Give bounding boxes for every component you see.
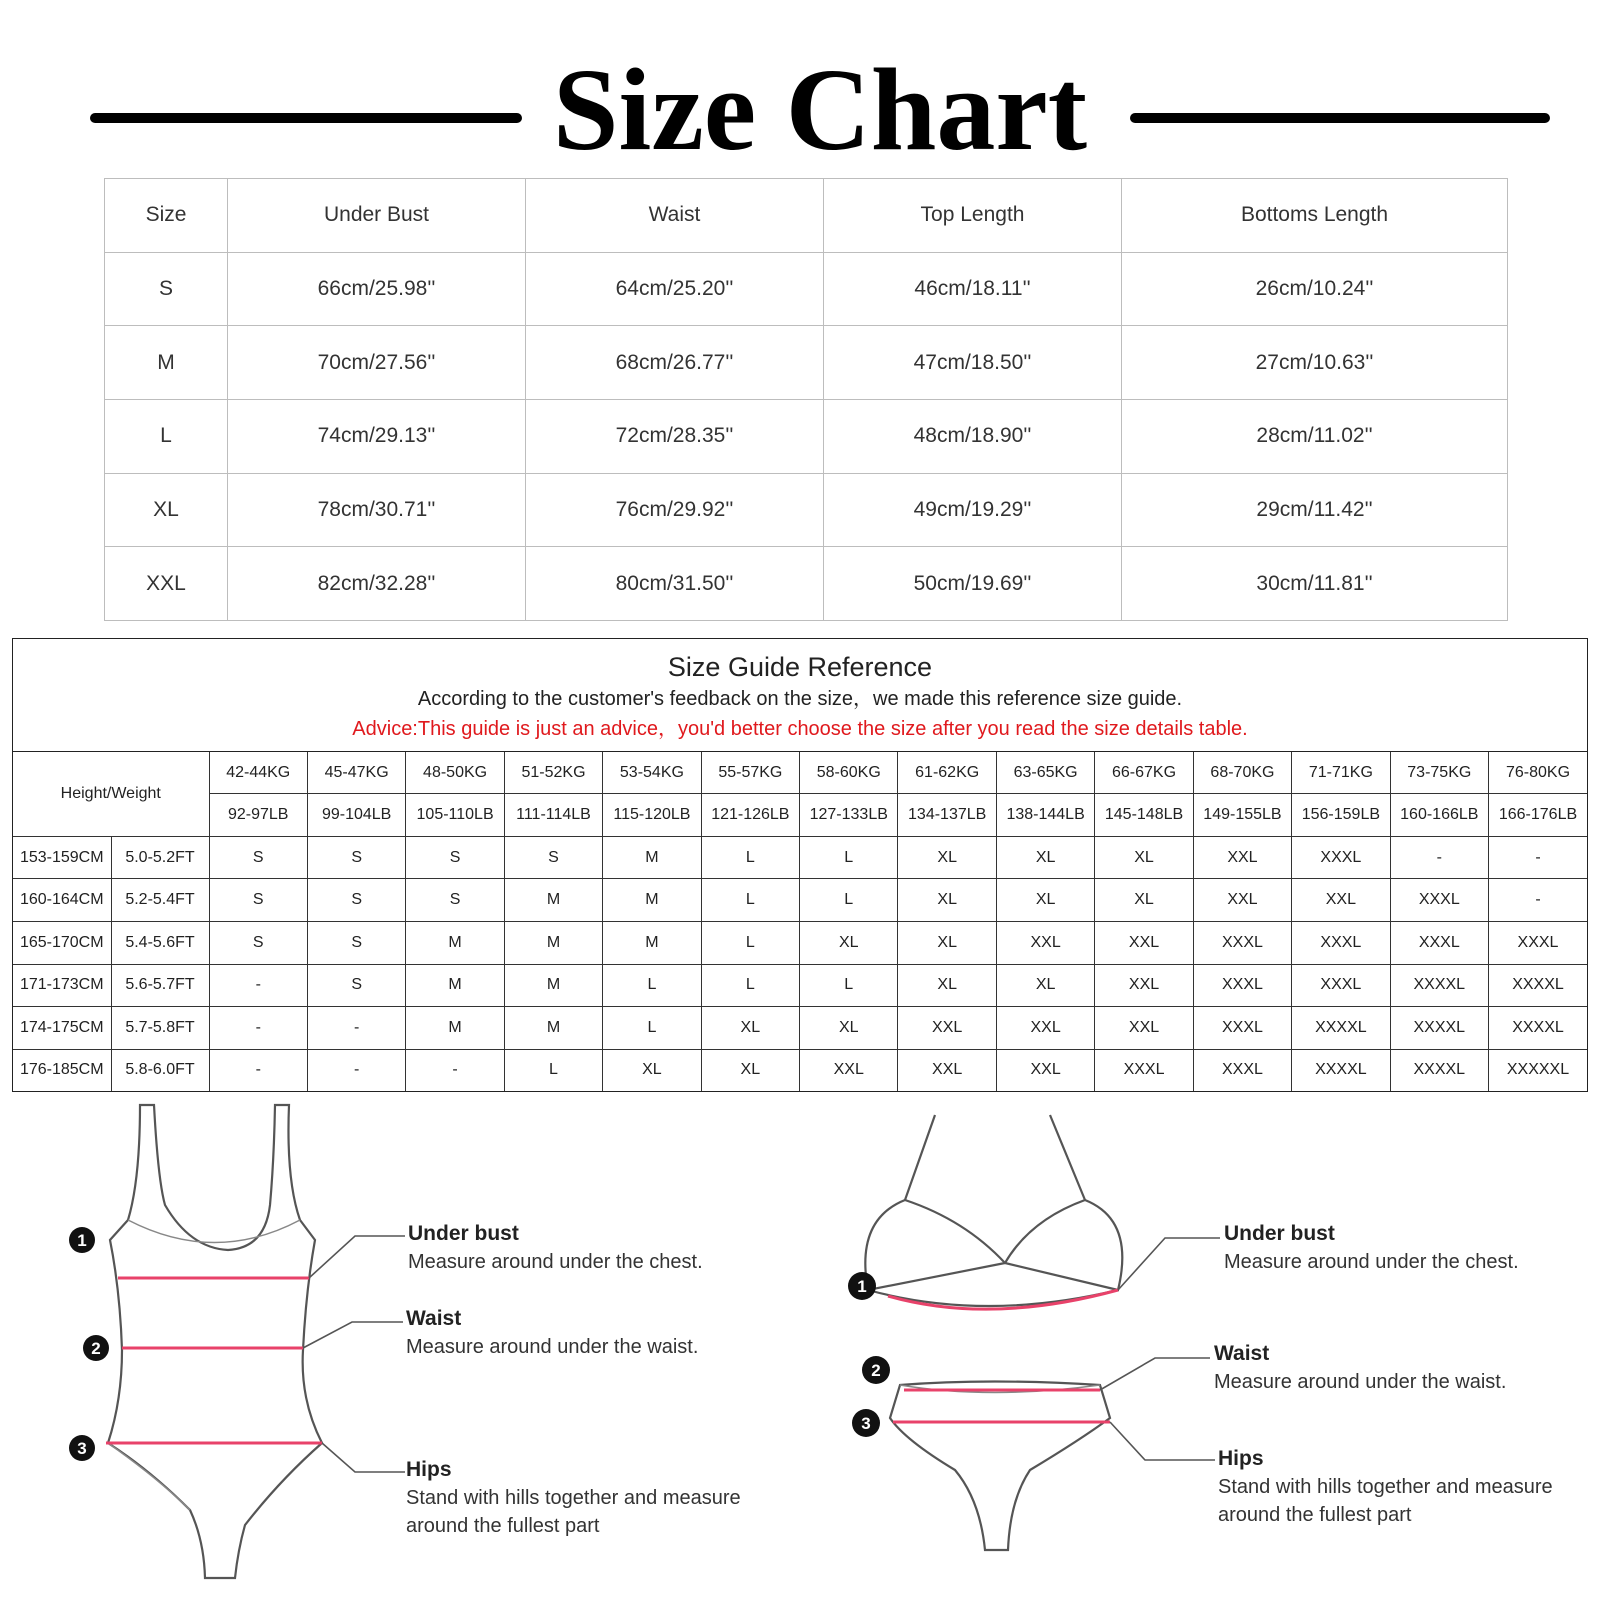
- weight-kg-header: 68-70KG: [1193, 752, 1291, 794]
- size-recommendation-cell: L: [701, 921, 799, 964]
- size-header-under-bust: Under Bust: [228, 179, 526, 253]
- size-recommendation-cell: XL: [996, 879, 1094, 922]
- size-recommendation-cell: XXXXL: [1489, 1007, 1588, 1050]
- size-recommendation-cell: L: [701, 836, 799, 879]
- marker-3-right: 3: [861, 1414, 871, 1433]
- table-cell: 29cm/11.42'': [1122, 473, 1508, 547]
- weight-kg-header: 66-67KG: [1095, 752, 1193, 794]
- height-cm-cell: 171-173CM: [13, 964, 111, 1007]
- size-table-header-row: [105, 179, 1508, 253]
- size-recommendation-cell: M: [406, 1007, 504, 1050]
- table-cell: 48cm/18.90'': [824, 399, 1122, 473]
- marker-2-left: 2: [91, 1339, 101, 1358]
- size-recommendation-cell: M: [406, 921, 504, 964]
- size-recommendation-cell: XXXXL: [1292, 1007, 1390, 1050]
- size-recommendation-cell: XXL: [1095, 964, 1193, 1007]
- size-guide-reference: [12, 638, 1588, 1092]
- annot-desc: Measure around under the waist.: [1214, 1371, 1507, 1393]
- table-cell: 26cm/10.24'': [1122, 252, 1508, 326]
- size-recommendation-cell: XL: [800, 921, 898, 964]
- annot-left-under-bust: [408, 1220, 703, 1276]
- size-recommendation-cell: L: [800, 836, 898, 879]
- guide-row: [13, 1007, 1587, 1050]
- size-recommendation-cell: XXXL: [1193, 921, 1291, 964]
- marker-1-left: 1: [77, 1231, 87, 1250]
- height-cm-cell: 174-175CM: [13, 1007, 111, 1050]
- table-cell: L: [105, 399, 228, 473]
- table-cell: 70cm/27.56'': [228, 326, 526, 400]
- size-recommendation-cell: XXXL: [1095, 1049, 1193, 1091]
- table-row: [105, 252, 1508, 326]
- guide-row: [13, 1049, 1587, 1091]
- size-header-size: Size: [105, 179, 228, 253]
- marker-3-left: 3: [77, 1439, 87, 1458]
- weight-lb-header: 166-176LB: [1489, 794, 1588, 837]
- size-recommendation-cell: L: [701, 879, 799, 922]
- annot-left-waist: [406, 1305, 698, 1361]
- size-recommendation-cell: XXL: [1193, 836, 1291, 879]
- size-recommendation-cell: XXXL: [1292, 921, 1390, 964]
- size-recommendation-cell: XXXL: [1390, 921, 1488, 964]
- bikini-drawing: [865, 1115, 1122, 1550]
- height-cm-cell: 160-164CM: [13, 879, 111, 922]
- size-recommendation-cell: XXL: [1193, 879, 1291, 922]
- annot-heading: Hips: [1218, 1447, 1264, 1470]
- size-recommendation-cell: XXL: [1095, 1007, 1193, 1050]
- size-recommendation-cell: XL: [701, 1007, 799, 1050]
- table-cell: 28cm/11.02'': [1122, 399, 1508, 473]
- weight-kg-header: 76-80KG: [1489, 752, 1588, 794]
- height-ft-cell: 5.7-5.8FT: [111, 1007, 209, 1050]
- size-recommendation-cell: XXXL: [1193, 1049, 1291, 1091]
- weight-kg-header: 51-52KG: [504, 752, 602, 794]
- weight-kg-header: 53-54KG: [603, 752, 701, 794]
- size-recommendation-cell: L: [603, 964, 701, 1007]
- size-header-top-length: Top Length: [824, 179, 1122, 253]
- guide-advice: Advice:This guide is just an advice，you'd better choose the size after you read the size details table.: [352, 718, 1248, 740]
- size-recommendation-cell: XXXXL: [1489, 964, 1588, 1007]
- annot-heading: Hips: [406, 1458, 452, 1481]
- weight-lb-header: 99-104LB: [307, 794, 405, 837]
- size-recommendation-cell: -: [209, 1049, 307, 1091]
- guide-lb-row: [13, 794, 1587, 837]
- size-recommendation-cell: XXXXXL: [1489, 1049, 1588, 1091]
- guide-title: Size Guide Reference: [667, 652, 933, 682]
- annot-heading: Under bust: [408, 1222, 519, 1245]
- height-ft-cell: 5.6-5.7FT: [111, 964, 209, 1007]
- size-recommendation-cell: S: [307, 836, 405, 879]
- size-recommendation-cell: S: [406, 879, 504, 922]
- annot-left-hips: [406, 1456, 741, 1540]
- size-recommendation-cell: XXXL: [1193, 1007, 1291, 1050]
- guide-row: [13, 921, 1587, 964]
- weight-lb-header: 156-159LB: [1292, 794, 1390, 837]
- weight-lb-header: 134-137LB: [898, 794, 996, 837]
- annot-desc: Stand with hills together and measure: [406, 1487, 741, 1509]
- table-cell: XXL: [105, 547, 228, 621]
- table-cell: 68cm/26.77'': [526, 326, 824, 400]
- size-recommendation-cell: M: [603, 879, 701, 922]
- size-recommendation-cell: XL: [898, 836, 996, 879]
- measure-lines-left: [106, 1278, 322, 1443]
- guide-header: [13, 639, 1587, 752]
- size-recommendation-cell: XXXXL: [1390, 964, 1488, 1007]
- table-cell: 50cm/19.69'': [824, 547, 1122, 621]
- table-cell: 82cm/32.28'': [228, 547, 526, 621]
- size-recommendation-cell: S: [406, 836, 504, 879]
- table-row: [105, 473, 1508, 547]
- size-recommendation-cell: L: [701, 964, 799, 1007]
- size-recommendation-cell: XXXL: [1193, 964, 1291, 1007]
- size-recommendation-cell: XXXXL: [1390, 1049, 1488, 1091]
- table-cell: 64cm/25.20'': [526, 252, 824, 326]
- weight-kg-header: 45-47KG: [307, 752, 405, 794]
- annot-desc: around the fullest part: [406, 1515, 600, 1537]
- size-recommendation-cell: M: [603, 921, 701, 964]
- size-table: [104, 178, 1508, 621]
- table-cell: 78cm/30.71'': [228, 473, 526, 547]
- height-ft-cell: 5.0-5.2FT: [111, 836, 209, 879]
- size-recommendation-cell: XXXL: [1292, 836, 1390, 879]
- size-recommendation-cell: M: [603, 836, 701, 879]
- size-recommendation-cell: XL: [898, 964, 996, 1007]
- size-recommendation-cell: XXL: [898, 1007, 996, 1050]
- table-cell: 76cm/29.92'': [526, 473, 824, 547]
- table-cell: 72cm/28.35'': [526, 399, 824, 473]
- annot-right-under-bust: [1224, 1220, 1519, 1276]
- weight-lb-header: 127-133LB: [800, 794, 898, 837]
- size-recommendation-cell: XL: [603, 1049, 701, 1091]
- size-recommendation-cell: L: [800, 964, 898, 1007]
- annot-desc: Measure around under the chest.: [1224, 1251, 1519, 1273]
- table-cell: 27cm/10.63'': [1122, 326, 1508, 400]
- size-recommendation-cell: M: [504, 964, 602, 1007]
- size-recommendation-cell: XXXL: [1292, 964, 1390, 1007]
- size-recommendation-cell: XXL: [996, 921, 1094, 964]
- size-recommendation-cell: -: [1390, 836, 1488, 879]
- annot-desc: Measure around under the waist.: [406, 1336, 699, 1358]
- weight-lb-header: 121-126LB: [701, 794, 799, 837]
- measurement-diagrams: [0, 1100, 1600, 1600]
- weight-lb-header: 111-114LB: [504, 794, 602, 837]
- table-cell: 74cm/29.13'': [228, 399, 526, 473]
- size-recommendation-cell: XL: [996, 836, 1094, 879]
- marker-1-right: 1: [857, 1277, 867, 1296]
- table-row: [105, 399, 1508, 473]
- size-recommendation-cell: S: [209, 921, 307, 964]
- size-recommendation-cell: XXXXL: [1390, 1007, 1488, 1050]
- height-ft-cell: 5.2-5.4FT: [111, 879, 209, 922]
- table-cell: 47cm/18.50'': [824, 326, 1122, 400]
- size-recommendation-cell: XXL: [1292, 879, 1390, 922]
- guide-subtitle: According to the customer's feedback on the size，we made this reference size guide.: [417, 688, 1183, 710]
- guide-row: [13, 879, 1587, 922]
- size-recommendation-cell: XL: [898, 879, 996, 922]
- one-piece-swimsuit-drawing: [108, 1105, 322, 1578]
- size-recommendation-cell: L: [800, 879, 898, 922]
- size-recommendation-cell: M: [504, 879, 602, 922]
- size-recommendation-cell: M: [504, 1007, 602, 1050]
- guide-row: [13, 964, 1587, 1007]
- size-recommendation-cell: -: [406, 1049, 504, 1091]
- height-ft-cell: 5.8-6.0FT: [111, 1049, 209, 1091]
- weight-lb-header: 92-97LB: [209, 794, 307, 837]
- size-recommendation-cell: XL: [898, 921, 996, 964]
- annot-heading: Waist: [406, 1307, 462, 1330]
- guide-row: [13, 836, 1587, 879]
- height-cm-cell: 153-159CM: [13, 836, 111, 879]
- annot-desc: Stand with hills together and measure: [1218, 1476, 1553, 1498]
- size-recommendation-cell: S: [307, 879, 405, 922]
- size-recommendation-cell: S: [209, 836, 307, 879]
- table-cell: M: [105, 326, 228, 400]
- weight-kg-header: 55-57KG: [701, 752, 799, 794]
- size-recommendation-cell: XXL: [996, 1049, 1094, 1091]
- marker-2-right: 2: [871, 1361, 881, 1380]
- annot-right-waist: [1214, 1340, 1506, 1396]
- table-cell: 66cm/25.98'': [228, 252, 526, 326]
- size-recommendation-cell: -: [307, 1007, 405, 1050]
- size-recommendation-cell: XXL: [800, 1049, 898, 1091]
- measure-lines-right: [888, 1290, 1118, 1422]
- table-cell: XL: [105, 473, 228, 547]
- size-recommendation-cell: S: [307, 921, 405, 964]
- marker-circles-right: [848, 1272, 890, 1437]
- annot-heading: Waist: [1214, 1342, 1270, 1365]
- table-row: [105, 547, 1508, 621]
- size-recommendation-cell: XXXL: [1390, 879, 1488, 922]
- guide-table: [13, 752, 1587, 1091]
- weight-lb-header: 105-110LB: [406, 794, 504, 837]
- annot-desc: around the fullest part: [1218, 1504, 1412, 1526]
- size-recommendation-cell: S: [504, 836, 602, 879]
- size-recommendation-cell: S: [209, 879, 307, 922]
- height-cm-cell: 176-185CM: [13, 1049, 111, 1091]
- size-recommendation-cell: S: [307, 964, 405, 1007]
- size-recommendation-cell: M: [406, 964, 504, 1007]
- size-recommendation-cell: XL: [1095, 879, 1193, 922]
- size-recommendation-cell: XXXXL: [1292, 1049, 1390, 1091]
- size-recommendation-cell: XL: [701, 1049, 799, 1091]
- size-recommendation-cell: XL: [1095, 836, 1193, 879]
- annot-right-hips: [1218, 1445, 1553, 1529]
- weight-kg-header: 58-60KG: [800, 752, 898, 794]
- guide-kg-row: [13, 752, 1587, 794]
- leader-lines-right: [1100, 1238, 1220, 1460]
- weight-kg-header: 63-65KG: [996, 752, 1094, 794]
- size-header-waist: Waist: [526, 179, 824, 253]
- title-banner: [0, 40, 1600, 180]
- size-recommendation-cell: XL: [996, 964, 1094, 1007]
- size-recommendation-cell: XXL: [898, 1049, 996, 1091]
- size-recommendation-cell: XXXL: [1489, 921, 1588, 964]
- height-cm-cell: 165-170CM: [13, 921, 111, 964]
- weight-lb-header: 138-144LB: [996, 794, 1094, 837]
- marker-circles-left: [69, 1227, 109, 1461]
- size-recommendation-cell: -: [209, 964, 307, 1007]
- size-recommendation-cell: XXL: [996, 1007, 1094, 1050]
- weight-lb-header: 145-148LB: [1095, 794, 1193, 837]
- height-ft-cell: 5.4-5.6FT: [111, 921, 209, 964]
- page-title: Size Chart: [552, 44, 1088, 175]
- size-recommendation-cell: -: [209, 1007, 307, 1050]
- table-row: [105, 326, 1508, 400]
- table-cell: 30cm/11.81'': [1122, 547, 1508, 621]
- table-cell: 80cm/31.50'': [526, 547, 824, 621]
- annot-desc: Measure around under the chest.: [408, 1251, 703, 1273]
- weight-kg-header: 71-71KG: [1292, 752, 1390, 794]
- weight-lb-header: 149-155LB: [1193, 794, 1291, 837]
- size-header-bottoms-length: Bottoms Length: [1122, 179, 1508, 253]
- size-recommendation-cell: -: [1489, 836, 1588, 879]
- weight-lb-header: 115-120LB: [603, 794, 701, 837]
- weight-lb-header: 160-166LB: [1390, 794, 1488, 837]
- size-recommendation-cell: L: [603, 1007, 701, 1050]
- table-cell: S: [105, 252, 228, 326]
- table-cell: 49cm/19.29'': [824, 473, 1122, 547]
- size-recommendation-cell: M: [504, 921, 602, 964]
- table-cell: 46cm/18.11'': [824, 252, 1122, 326]
- weight-kg-header: 48-50KG: [406, 752, 504, 794]
- weight-kg-header: 42-44KG: [209, 752, 307, 794]
- title-rule-right: [1130, 113, 1550, 123]
- weight-kg-header: 73-75KG: [1390, 752, 1488, 794]
- weight-kg-header: 61-62KG: [898, 752, 996, 794]
- annot-heading: Under bust: [1224, 1222, 1335, 1245]
- size-recommendation-cell: -: [307, 1049, 405, 1091]
- size-recommendation-cell: XL: [800, 1007, 898, 1050]
- guide-corner-label: Height/Weight: [13, 752, 209, 836]
- title-rule-left: [90, 113, 522, 123]
- size-recommendation-cell: L: [504, 1049, 602, 1091]
- size-recommendation-cell: -: [1489, 879, 1588, 922]
- size-recommendation-cell: XXL: [1095, 921, 1193, 964]
